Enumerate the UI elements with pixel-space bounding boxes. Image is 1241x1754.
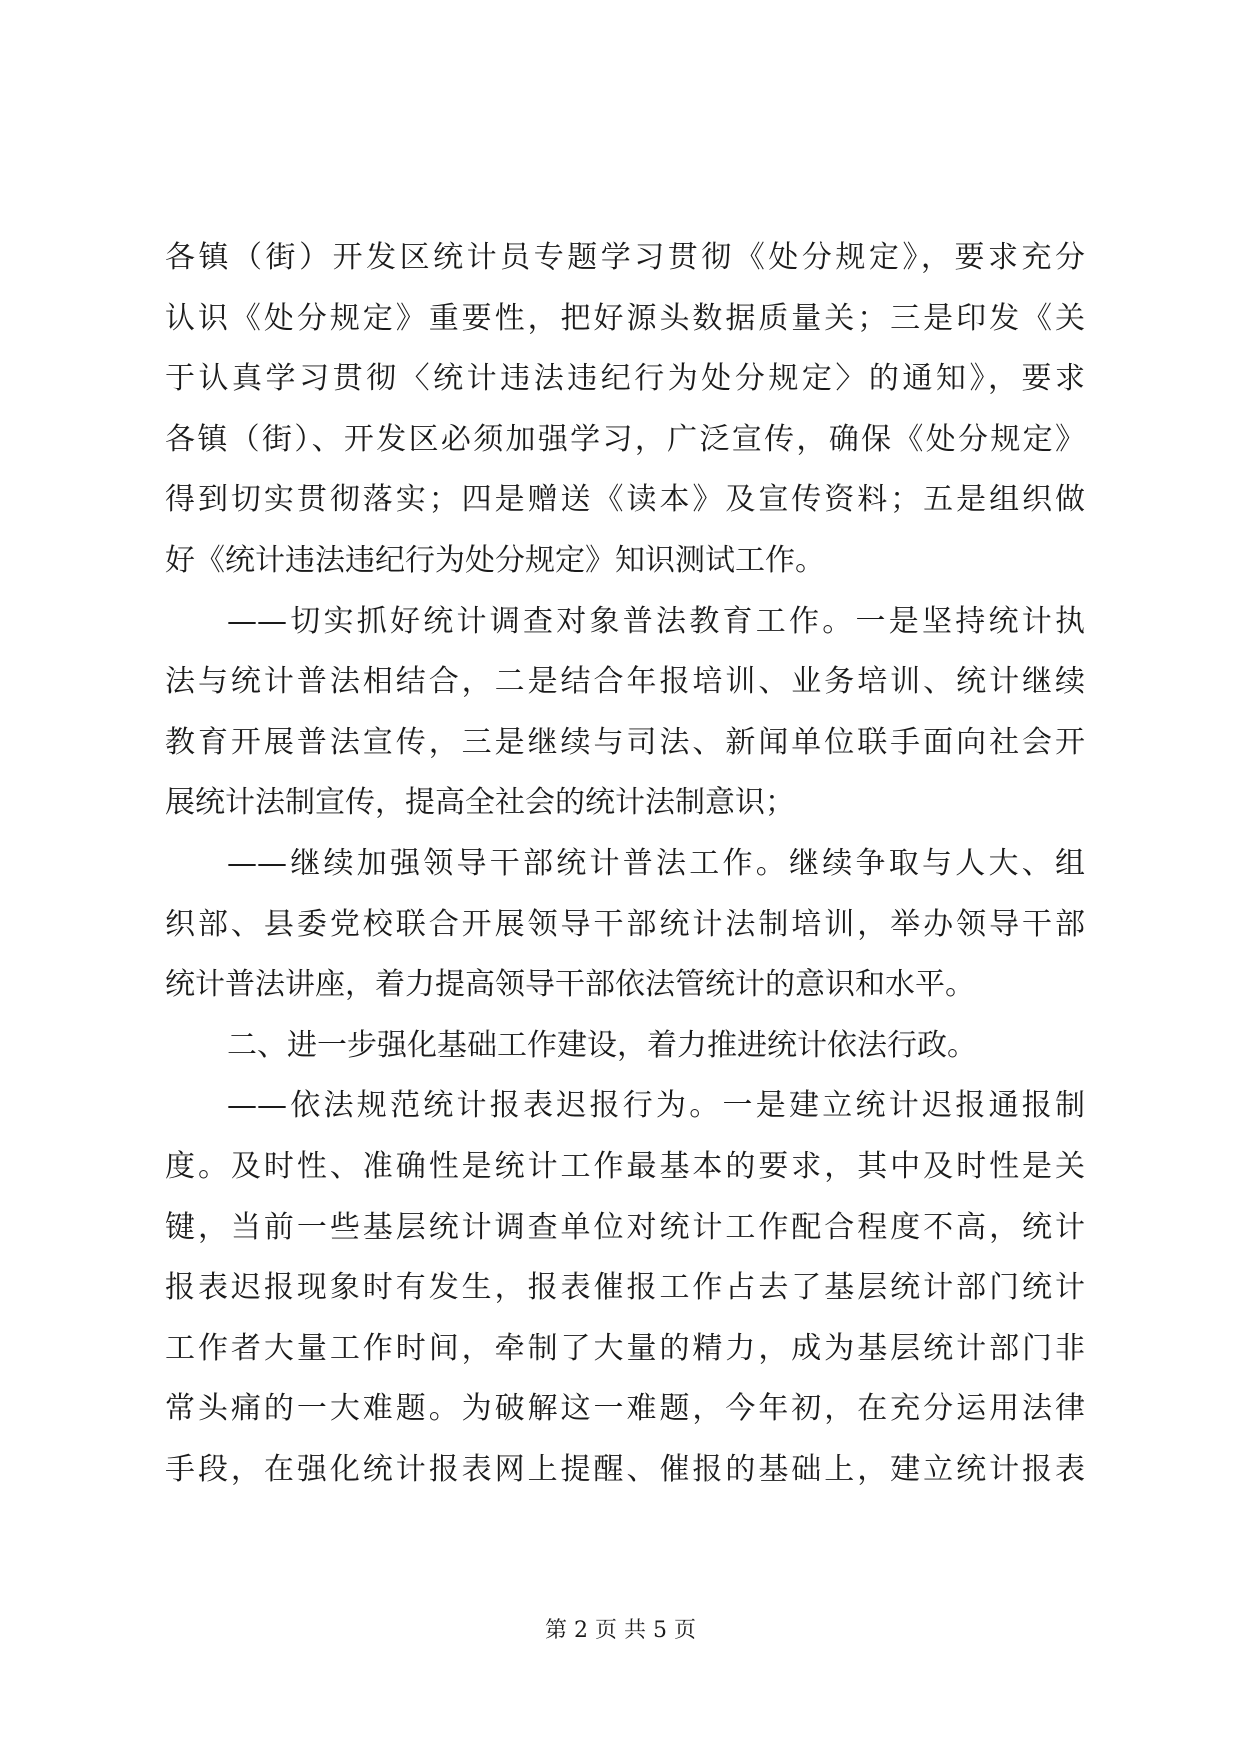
- text-line: 认识《处分规定》重要性，把好源头数据质量关；三是印发《关: [165, 300, 1085, 336]
- text-line: 于认真学习贯彻〈统计违法违纪行为处分规定〉的通知》，要求: [165, 361, 1085, 397]
- document-body: [165, 228, 1085, 1500]
- text-line: 各镇（街）开发区统计员专题学习贯彻《处分规定》，要求充分: [165, 240, 1085, 275]
- text-line: 统计普法讲座，着力提高领导干部依法管统计的意识和水平。: [165, 967, 975, 1003]
- text-line: 常头痛的一大难题。为破解这一难题，今年初，在充分运用法律: [165, 1391, 1085, 1427]
- text-line: 展统计法制宣传，提高全社会的统计法制意识；: [165, 785, 795, 821]
- text-line: ——依法规范统计报表迟报行为。一是建立统计迟报通报制: [227, 1088, 1085, 1124]
- text-line: 教育开展普法宣传，三是继续与司法、新闻单位联手面向社会开: [165, 724, 1085, 760]
- text-line: ——切实抓好统计调查对象普法教育工作。一是坚持统计执: [227, 603, 1085, 639]
- text-line: 各镇（街）、开发区必须加强学习，广泛宣传，确保《处分规定》: [165, 421, 1085, 457]
- text-line: 工作者大量工作时间，牵制了大量的精力，成为基层统计部门非: [165, 1330, 1085, 1366]
- page-number-footer: 第 2 页 共 5 页: [545, 1618, 696, 1643]
- text-line: 度。及时性、准确性是统计工作最基本的要求，其中及时性是关: [165, 1148, 1085, 1184]
- text-line: 织部、县委党校联合开展领导干部统计法制培训，举办领导干部: [165, 906, 1085, 942]
- text-line: 键，当前一些基层统计调查单位对统计工作配合程度不高，统计: [165, 1209, 1085, 1245]
- text-line: ——继续加强领导干部统计普法工作。继续争取与人大、组: [227, 845, 1085, 881]
- text-line: 法与统计普法相结合，二是结合年报培训、业务培训、统计继续: [165, 664, 1085, 700]
- section-heading: 二、进一步强化基础工作建设，着力推进统计依法行政。: [227, 1027, 977, 1063]
- text-line: 报表迟报现象时有发生，报表催报工作占去了基层统计部门统计: [165, 1270, 1085, 1306]
- text-line: 好《统计违法违纪行为处分规定》知识测试工作。: [165, 542, 825, 578]
- text-line: 手段，在强化统计报表网上提醒、催报的基础上，建立统计报表: [165, 1451, 1085, 1487]
- text-line: 得到切实贯彻落实；四是赠送《读本》及宣传资料；五是组织做: [165, 482, 1085, 518]
